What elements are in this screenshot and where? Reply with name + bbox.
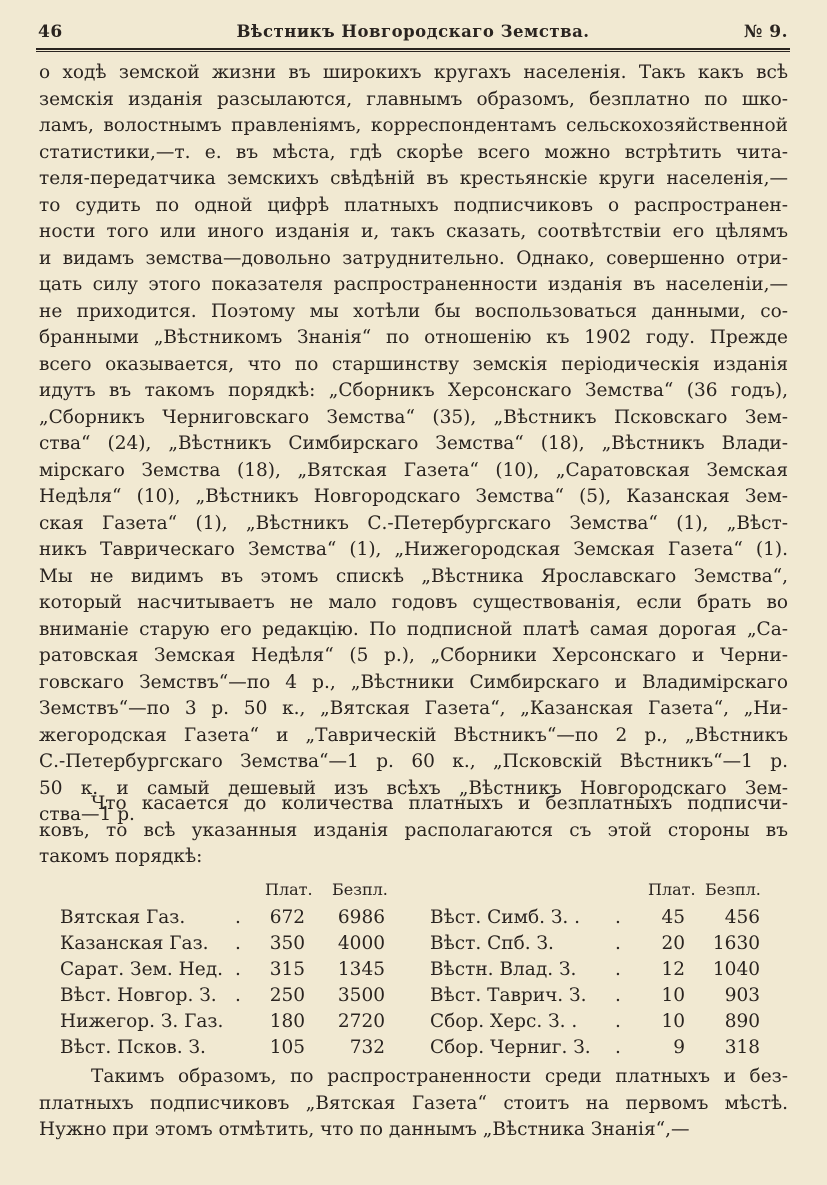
publication-name: Сбор. Черниг. З. <box>430 1037 591 1058</box>
text-line: статистики,—т. е. въ мѣста, гдѣ скорѣе всего можно встрѣтить чита- <box>39 141 788 163</box>
publication-name: Вѣст. Таврич. З. <box>430 985 587 1006</box>
publication-name: Вѣст. Симб. З. . <box>430 907 581 928</box>
free-count: 3500 <box>337 985 385 1006</box>
header-rule-thin <box>36 51 790 52</box>
paid-count: 10 <box>661 1011 685 1032</box>
paid-count: 315 <box>269 959 305 980</box>
running-title: Вѣстникъ Новгородскаго Земства. <box>236 22 590 41</box>
leader-dot: . <box>615 907 621 928</box>
text-line: Такимъ образомъ, по распространенности среди платныхъ и без- <box>91 1066 788 1087</box>
text-line: и видамъ земства—довольно затруднительно. Однако, совершенно отри- <box>39 247 788 269</box>
free-count: 903 <box>724 985 760 1006</box>
text-line: теля-передатчика земскихъ свѣдѣній въ крестьянскіе круги населенія,— <box>39 168 788 189</box>
table-row <box>430 905 770 931</box>
paragraph-3 <box>39 1064 788 1144</box>
free-count: 1345 <box>337 959 385 980</box>
text-line: цать силу этого показателя распространенности изданія въ населеніи,— <box>39 274 788 295</box>
paid-count: 45 <box>661 907 685 928</box>
table-row <box>60 983 400 1009</box>
paid-count: 105 <box>269 1037 305 1058</box>
text-line: С.-Петербургскаго Земства“—1 р. 60 к., „Псковскій Вѣстникъ“—1 р. <box>39 751 788 772</box>
table-row <box>430 1009 770 1035</box>
paid-count: 350 <box>269 933 305 954</box>
table-row <box>430 1035 770 1061</box>
text-line: платныхъ подписчиковъ „Вятская Газета“ стоитъ на первомъ мѣстѣ. <box>39 1092 788 1114</box>
table-row <box>60 1009 400 1035</box>
table-row <box>60 957 400 983</box>
text-line: жегородская Газета“ и „Таврическій Вѣстникъ“—по 2 р., „Вѣстникъ <box>39 724 788 746</box>
leader-dot: . <box>615 959 621 980</box>
text-line: всего оказывается, что по старшинству земскія періодическія изданія <box>39 353 788 375</box>
text-line: ратовская Земская Недѣля“ (5 р.), „Сборники Херсонскаго и Черни- <box>39 645 788 666</box>
text-line: такомъ порядкѣ: <box>39 846 203 867</box>
text-line: Земствъ“—по 3 р. 50 к., „Вятская Газета“, „Казанская Газета“, „Ни- <box>39 698 788 719</box>
text-line: 50 к. и самый дешевый изъ всѣхъ „Вѣстникъ Новгородскаго Зем- <box>39 777 788 799</box>
leader-dot: . <box>615 1037 621 1058</box>
col-paid-label: Плат. <box>265 880 313 899</box>
text-line: который насчитываетъ не мало годовъ существованія, если брать во <box>39 592 788 613</box>
text-line: земскія изданія разсылаются, главнымъ образомъ, безплатно по шко- <box>39 88 788 110</box>
publication-name: Сбор. Херс. З. . <box>430 1011 578 1032</box>
publication-name: Казанская Газ. <box>60 933 209 954</box>
publication-name: Вѣст. Спб. З. <box>430 933 554 954</box>
text-line: не приходится. Поэтому мы хотѣли бы воспользоваться данными, со- <box>39 300 788 322</box>
table-right-header <box>430 875 770 905</box>
publication-name: Вѣстн. Влад. З. <box>430 959 577 980</box>
free-count: 890 <box>724 1011 760 1032</box>
leader-dot: . <box>235 933 241 954</box>
publication-name: Сарат. Зем. Нед. <box>60 959 224 980</box>
text-line: о ходѣ земской жизни въ широкихъ кругахъ населенія. Такъ какъ всѣ <box>39 62 788 83</box>
issue-number: № 9. <box>743 22 788 42</box>
free-count: 456 <box>724 907 760 928</box>
publication-name: Вѣст. Псков. З. <box>60 1037 206 1058</box>
table-row <box>60 1035 400 1061</box>
free-count: 6986 <box>337 907 385 928</box>
free-count: 732 <box>349 1037 385 1058</box>
col-free-label: Безпл. <box>332 880 388 899</box>
text-line: вниманіе старую его редакцію. По подписной платѣ самая дорогая „Са- <box>39 618 788 640</box>
text-line: ства“ (24), „Вѣстникъ Симбирскаго Земства“ (18), „Вѣстникъ Влади- <box>39 433 788 454</box>
text-line: Мы не видимъ въ этомъ спискѣ „Вѣстника Ярославскаго Земства“, <box>39 565 788 587</box>
text-line: ламъ, волостнымъ правленіямъ, корреспондентамъ сельскохозяйственной <box>39 115 788 136</box>
header-rule <box>36 48 790 50</box>
text-line: ства—1 р. <box>39 804 135 825</box>
paid-count: 672 <box>269 907 305 928</box>
paid-count: 20 <box>661 933 685 954</box>
table-row <box>430 983 770 1009</box>
table-left <box>60 875 400 1061</box>
paid-count: 180 <box>269 1011 305 1032</box>
text-line: Недѣля“ (10), „Вѣстникъ Новгородскаго Земства“ (5), Казанская Зем- <box>39 486 788 507</box>
text-line: ковъ, то всѣ указанныя изданія располагаются съ этой стороны въ <box>39 819 788 841</box>
leader-dot: . <box>235 985 241 1006</box>
publication-name: Вятская Газ. <box>60 907 186 928</box>
text-line: говскаго Земствъ“—по 4 р., „Вѣстники Симбирскаго и Владимірскаго <box>39 671 788 693</box>
page-number: 46 <box>38 22 63 42</box>
publication-name: Вѣст. Новгор. З. <box>60 985 217 1006</box>
paragraph-2 <box>39 791 788 871</box>
free-count: 1040 <box>712 959 760 980</box>
col-paid-label: Плат. <box>648 880 696 899</box>
free-count: 2720 <box>337 1011 385 1032</box>
text-line: то судить по одной цифрѣ платныхъ подписчиковъ о распространен- <box>39 194 788 216</box>
free-count: 1630 <box>712 933 760 954</box>
table-row <box>60 931 400 957</box>
col-free-label: Безпл. <box>705 880 761 899</box>
paid-count: 12 <box>661 959 685 980</box>
paragraph-1 <box>39 60 788 829</box>
leader-dot: . <box>235 959 241 980</box>
free-count: 4000 <box>337 933 385 954</box>
paid-count: 9 <box>673 1037 685 1058</box>
text-line: мірскаго Земства (18), „Вятская Газета“ (10), „Саратовская Земская <box>39 459 788 481</box>
free-count: 318 <box>724 1037 760 1058</box>
page-header <box>38 18 788 48</box>
text-line: бранными „Вѣстникомъ Знанія“ по отношенію къ 1902 году. Прежде <box>39 327 788 348</box>
text-line: никъ Таврическаго Земства“ (1), „Нижегородская Земская Газета“ (1). <box>39 539 788 560</box>
text-line: „Сборникъ Черниговскаго Земства“ (35), „Вѣстникъ Псковскаго Зем- <box>39 406 788 428</box>
leader-dot: . <box>615 933 621 954</box>
leader-dot: . <box>615 985 621 1006</box>
paid-count: 10 <box>661 985 685 1006</box>
text-line: идутъ въ такомъ порядкѣ: „Сборникъ Херсонскаго Земства“ (36 годъ), <box>39 380 788 401</box>
table-right <box>430 875 770 1061</box>
publication-name: Нижегор. З. Газ. <box>60 1011 224 1032</box>
table-left-header <box>60 875 400 905</box>
paid-count: 250 <box>269 985 305 1006</box>
text-line: ская Газета“ (1), „Вѣстникъ С.-Петербургскаго Земства“ (1), „Вѣст- <box>39 512 788 534</box>
table-row <box>430 931 770 957</box>
leader-dot: . <box>235 907 241 928</box>
text-line: ности того или иного изданія и, такъ сказать, соотвѣтствіи его цѣлямъ <box>39 221 788 242</box>
leader-dot: . <box>615 1011 621 1032</box>
text-line: Нужно при этомъ отмѣтить, что по даннымъ „Вѣстника Знанія“,— <box>39 1119 690 1140</box>
table-row <box>60 905 400 931</box>
text-line: Что касается до количества платныхъ и безплатныхъ подписчи- <box>91 793 788 814</box>
table-row <box>430 957 770 983</box>
